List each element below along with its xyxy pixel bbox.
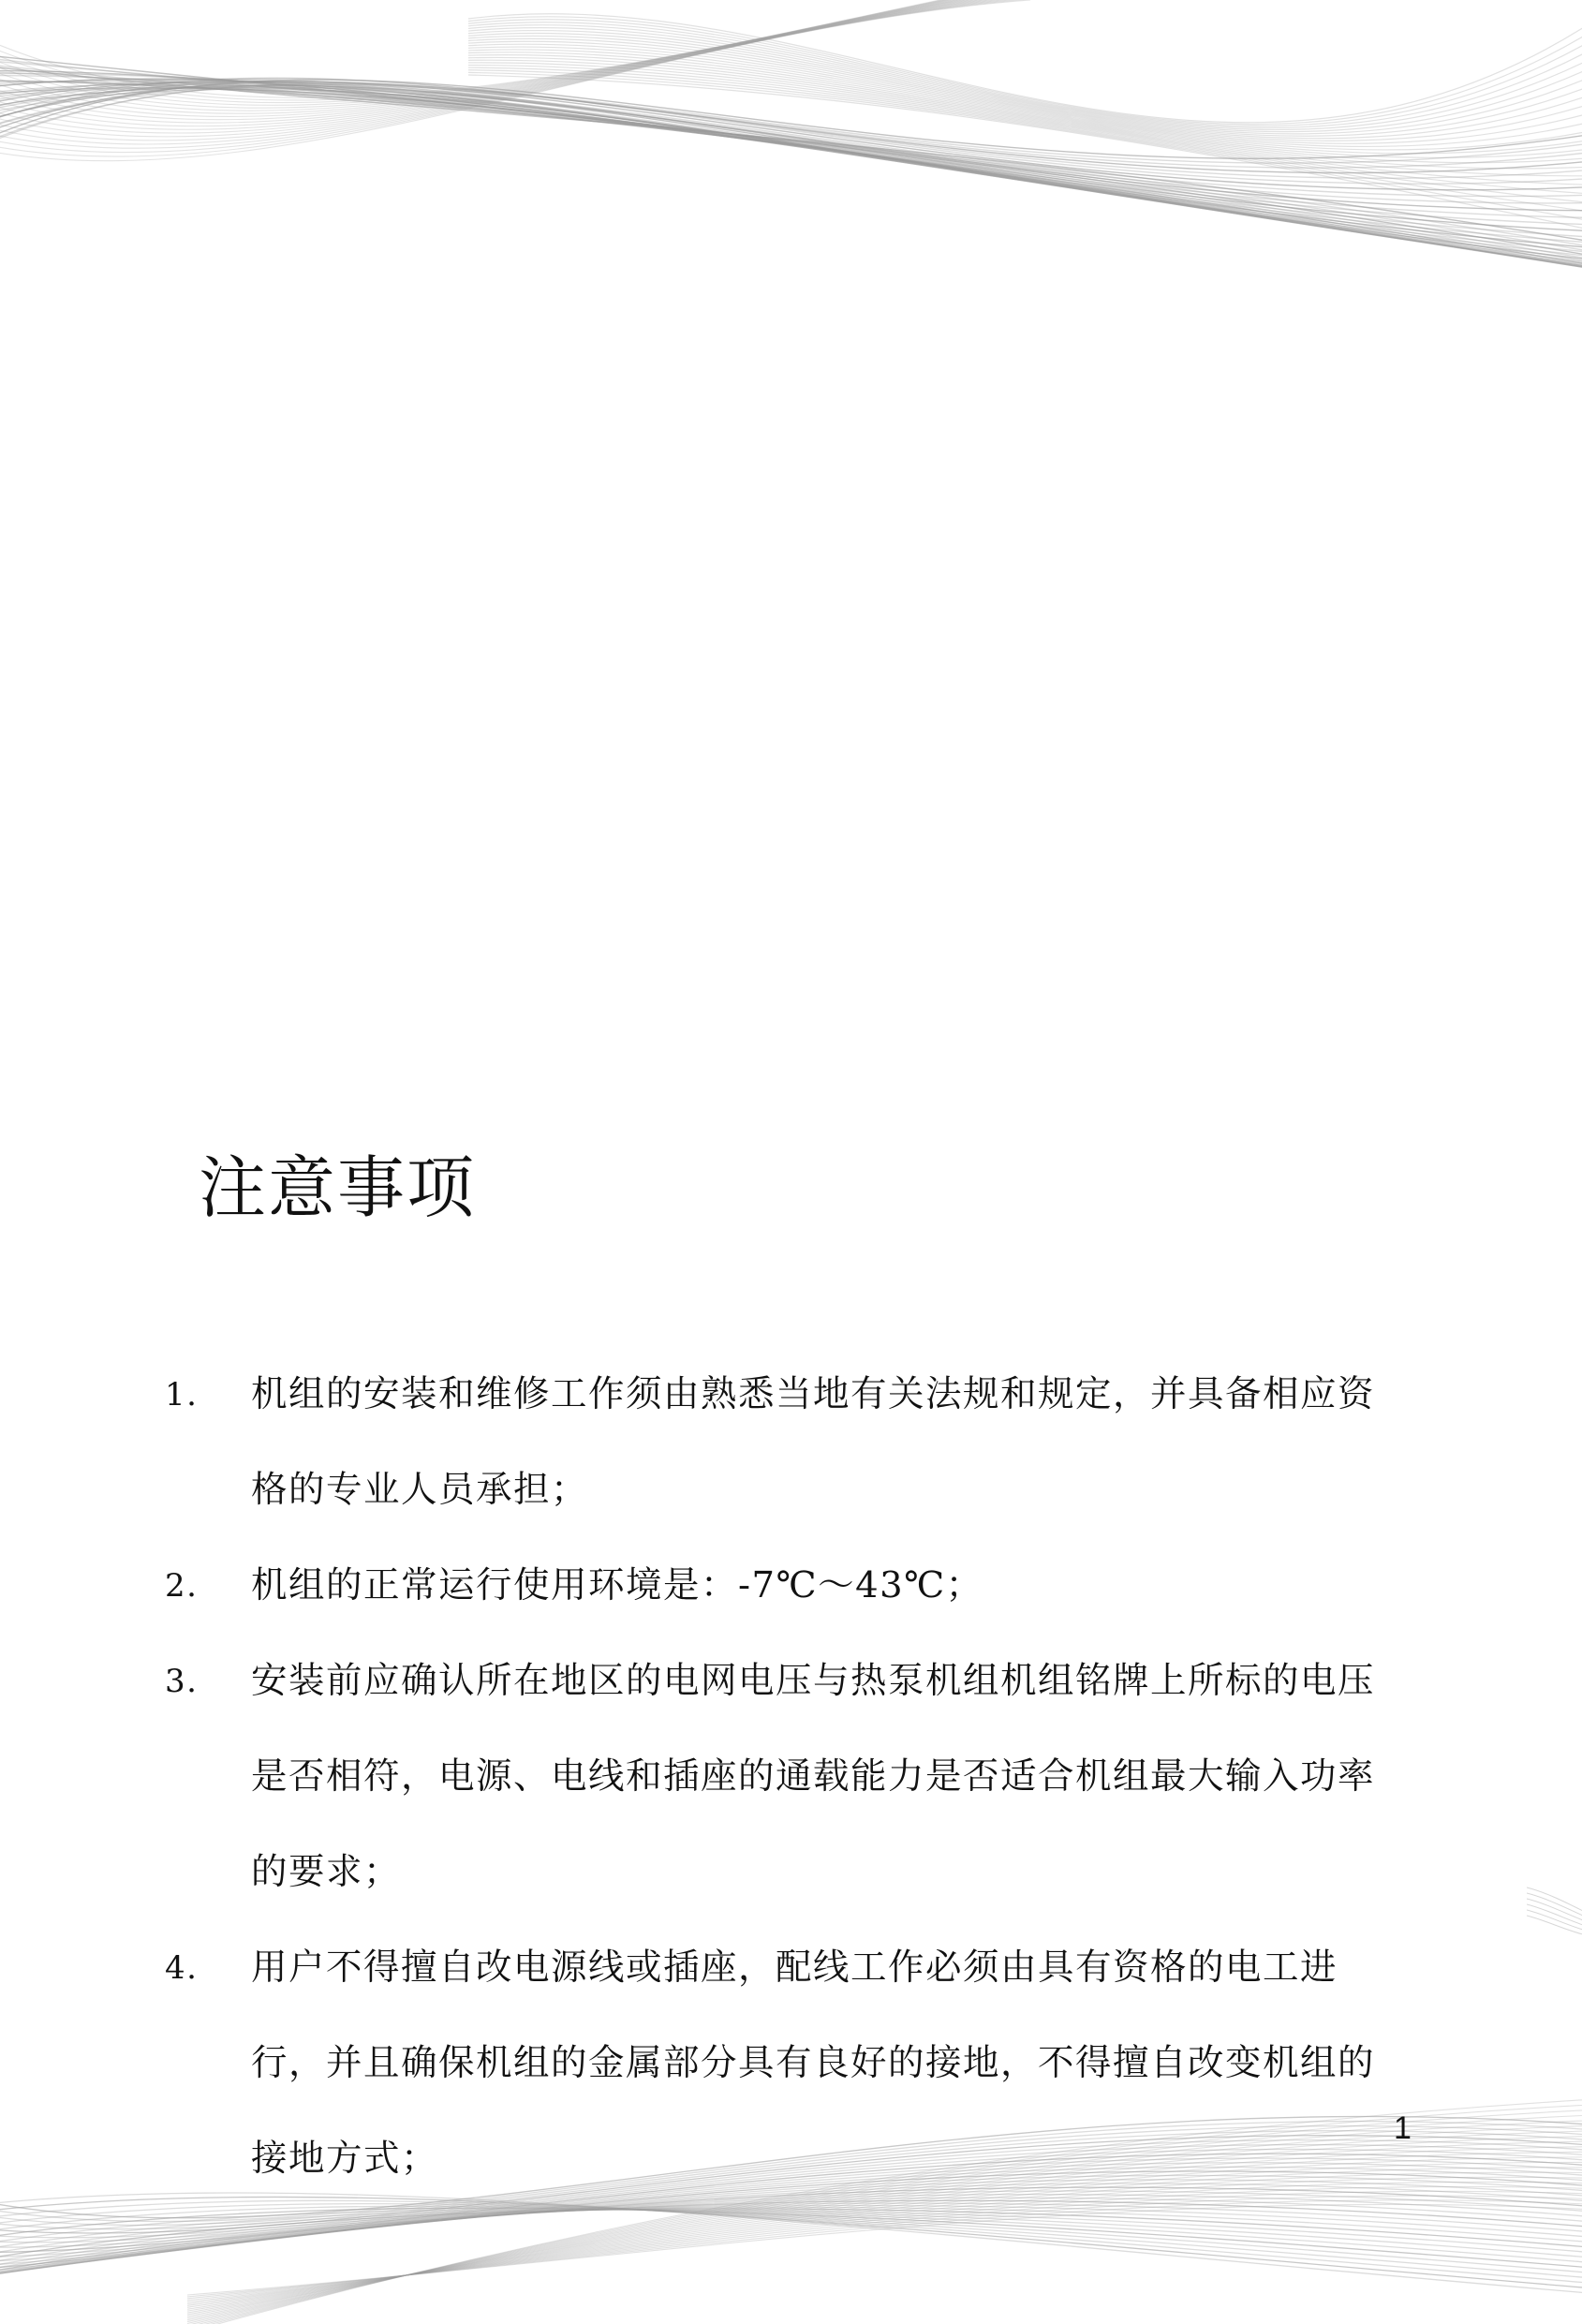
wave-line: [0, 54, 1582, 259]
notice-text: 机组的正常运行使用环境是：-7℃～43℃；: [251, 1564, 983, 1606]
wave-line: [468, 55, 1582, 163]
wave-line: [0, 87, 1582, 203]
wave-line: [468, 17, 1582, 125]
wave-line: [0, 78, 1582, 184]
notice-text: 安装前应确认所在地区的电网电压与热泵机组机组铭牌上所标的电压是否相符，电源、电线和插座的通载能力是否适合机组最大输入功率的要求；: [251, 1660, 1376, 1893]
wave-line: [0, 83, 1582, 163]
wave-line: [0, 71, 1582, 265]
wave-line: [0, 57, 1582, 255]
wave-line: [0, 88, 1582, 250]
wave-line: [468, 41, 1582, 143]
wave-line: [0, 88, 1582, 267]
wave-line: [0, 2209, 1582, 2264]
wave-line: [0, 2203, 1582, 2271]
notice-number: 1.: [165, 1376, 199, 1414]
wave-line: [187, 2200, 1582, 2297]
notice-item: [165, 1538, 1411, 1634]
wave-line: [468, 31, 1582, 134]
page-number: 1: [1394, 2110, 1412, 2146]
wave-line: [0, 85, 1582, 211]
wave-line: [0, 86, 1582, 238]
wave-line: [0, 0, 1030, 161]
side-wave-decoration: [1527, 1883, 1582, 1939]
wave-line: [468, 70, 1582, 215]
wave-line: [468, 75, 1582, 234]
wave-line: [0, 88, 1582, 270]
wave-line: [0, 0, 1030, 144]
wave-line: [0, 85, 1582, 196]
wave-line: [1527, 1904, 1582, 1925]
wave-line: [468, 72, 1582, 224]
wave-line: [0, 60, 1582, 262]
wave-line: [468, 9, 1582, 123]
notice-item: [165, 1347, 1411, 1538]
wave-line: [0, 81, 1582, 270]
wave-line: [187, 2204, 1582, 2295]
wave-line: [0, 75, 1582, 271]
wave-line: [468, 50, 1582, 154]
wave-line: [0, 0, 1030, 100]
wave-line: [0, 84, 1582, 168]
wave-line: [0, 2205, 1582, 2267]
wave-line: [468, 33, 1582, 136]
wave-line: [0, 0, 1030, 116]
wave-line: [187, 2196, 1582, 2299]
wave-line: [0, 66, 1582, 244]
wave-line: [0, 84, 1582, 265]
wave-line: [1527, 1887, 1582, 1911]
wave-line: [0, 2193, 1582, 2295]
notice-text: 机组的安装和维修工作须由熟悉当地有关法规和规定，并具备相应资格的专业人员承担；: [251, 1373, 1376, 1511]
wave-line: [468, 28, 1582, 132]
wave-line: [0, 0, 1030, 123]
wave-line: [0, 0, 1030, 103]
wave-line: [468, 60, 1582, 176]
wave-line: [0, 2210, 1582, 2255]
wave-line: [0, 2210, 1582, 2259]
wave-line: [468, 22, 1582, 128]
notice-item: [165, 1920, 1411, 2207]
wave-line: [468, 38, 1582, 141]
notice-number: 4.: [165, 1949, 199, 1987]
wave-line: [0, 0, 1030, 156]
wave-line: [0, 64, 1582, 250]
page-title: 注意事项: [199, 1148, 477, 1227]
wave-line: [468, 63, 1582, 185]
wave-line: [0, 70, 1582, 271]
wave-line: [0, 81, 1582, 190]
wave-line: [468, 52, 1582, 158]
wave-line: [0, 0, 1030, 129]
wave-line: [0, 2207, 1582, 2263]
wave-line: [0, 0, 1030, 141]
wave-line: [0, 0, 1030, 126]
wave-line: [0, 80, 1582, 158]
wave-line: [0, 82, 1582, 254]
wave-line: [1527, 1910, 1582, 1930]
wave-line: [0, 0, 1030, 148]
wave-line: [1527, 1899, 1582, 1920]
notice-text: 用户不得擅自改电源线或插座，配线工作必须由具有资格的电工进行，并且确保机组的金属部分具有良好的接地，不得擅自改变机组的接地方式；: [251, 1947, 1376, 2180]
wave-line: [0, 79, 1582, 259]
wave-line: [0, 2209, 1582, 2259]
wave-line: [0, 79, 1582, 225]
wave-line: [0, 0, 1030, 108]
wave-line: [0, 2198, 1582, 2274]
wave-line: [468, 36, 1582, 138]
wave-line: [0, 0, 1030, 111]
notice-number: 2.: [165, 1567, 199, 1605]
notice-list: [165, 1347, 1411, 2207]
notice-number: 3.: [165, 1663, 199, 1700]
wave-line: [0, 0, 1030, 105]
wave-line: [0, 80, 1582, 262]
wave-line: [0, 73, 1582, 271]
wave-line: [0, 79, 1582, 178]
wave-line: [468, 25, 1582, 130]
wave-line: [468, 67, 1582, 205]
wave-line: [468, 47, 1582, 150]
wave-line: [0, 2208, 1582, 2270]
wave-line: [468, 20, 1582, 126]
wave-line: [0, 2206, 1582, 2274]
wave-line: [0, 2200, 1582, 2272]
wave-line: [0, 0, 1030, 133]
wave-line: [0, 89, 1582, 244]
wave-line: [0, 0, 1030, 97]
wave-line: [0, 81, 1582, 218]
wave-line: [187, 2191, 1582, 2300]
notice-item: [165, 1634, 1411, 1920]
top-wave-decoration: [0, 0, 1582, 309]
wave-line: [0, 0, 1030, 113]
wave-line: [0, 2204, 1582, 2280]
wave-line: [0, 81, 1582, 271]
wave-line: [0, 81, 1582, 268]
wave-line: [0, 81, 1582, 172]
wave-line: [0, 0, 1030, 153]
wave-line: [1527, 1916, 1582, 1934]
wave-line: [0, 2197, 1582, 2289]
wave-line: [468, 44, 1582, 146]
wave-line: [0, 81, 1582, 232]
wave-line: [0, 2200, 1582, 2285]
wave-line: [468, 57, 1582, 169]
wave-line: [0, 0, 1030, 137]
wave-line: [0, 0, 1030, 120]
wave-line: [468, 66, 1582, 196]
wave-line: [1527, 1893, 1582, 1916]
